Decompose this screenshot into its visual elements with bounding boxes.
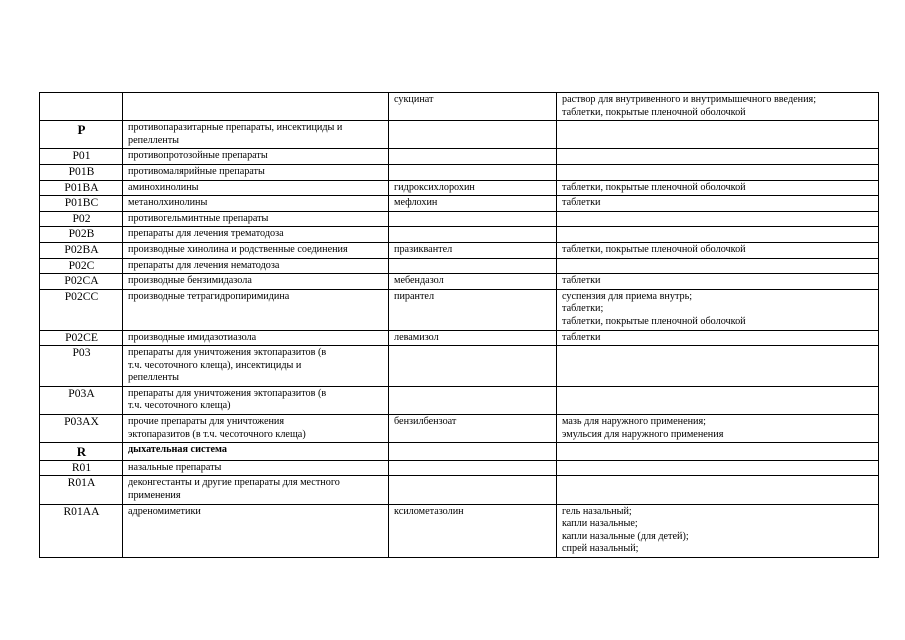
name-line: репелленты bbox=[128, 372, 180, 384]
anatomical-therapeutic-chemical-name-cell: противогельминтные препараты bbox=[123, 211, 389, 227]
atc-code-cell: P02C bbox=[40, 258, 123, 274]
atc-code-cell: P02CE bbox=[40, 330, 123, 346]
table-row bbox=[40, 180, 879, 196]
anatomical-therapeutic-chemical-name-cell: производные тетрагидропиримидина bbox=[123, 289, 389, 330]
atc-code-cell: R01A bbox=[40, 476, 123, 504]
anatomical-therapeutic-chemical-name-cell: препараты для лечения нематодоза bbox=[123, 258, 389, 274]
dosage-form-cell bbox=[557, 415, 879, 443]
anatomical-therapeutic-chemical-name-cell: метанолхинолины bbox=[123, 196, 389, 212]
dosage-form-cell bbox=[557, 211, 879, 227]
table-row bbox=[40, 121, 879, 149]
drug-name-cell: мефлохин bbox=[389, 196, 557, 212]
name-line: препараты для уничтожения эктопаразитов (в bbox=[128, 347, 327, 359]
dosage-form-line: таблетки, покрытые пленочной оболочкой bbox=[562, 106, 746, 118]
table-row bbox=[40, 443, 879, 461]
dosage-form-line: таблетки bbox=[562, 275, 601, 287]
table-row bbox=[40, 386, 879, 414]
dosage-form-cell bbox=[557, 346, 879, 387]
atc-code-cell: R bbox=[40, 443, 123, 461]
drug-name-cell: левамизол bbox=[389, 330, 557, 346]
table-row bbox=[40, 415, 879, 443]
anatomical-therapeutic-chemical-name-cell: противомалярийные препараты bbox=[123, 164, 389, 180]
atc-code-cell: P02BA bbox=[40, 242, 123, 258]
dosage-form-line: спрей назальный; bbox=[562, 543, 639, 555]
drug-name-cell: ксилометазолин bbox=[389, 504, 557, 557]
drug-name-cell bbox=[389, 443, 557, 461]
atc-code-cell: P02B bbox=[40, 227, 123, 243]
atc-code-cell bbox=[40, 93, 123, 121]
drug-name-cell bbox=[389, 227, 557, 243]
table-row bbox=[40, 196, 879, 212]
dosage-form-cell bbox=[557, 196, 879, 212]
dosage-form-cell bbox=[557, 460, 879, 476]
anatomical-therapeutic-chemical-name-cell: аминохинолины bbox=[123, 180, 389, 196]
table-row bbox=[40, 149, 879, 165]
anatomical-therapeutic-chemical-name-cell: назальные препараты bbox=[123, 460, 389, 476]
anatomical-therapeutic-chemical-name-cell bbox=[123, 415, 389, 443]
dosage-form-cell bbox=[557, 476, 879, 504]
table-row bbox=[40, 346, 879, 387]
drug-name-cell: гидроксихлорохин bbox=[389, 180, 557, 196]
atc-code-cell: P02 bbox=[40, 211, 123, 227]
atc-code-cell: R01AA bbox=[40, 504, 123, 557]
anatomical-therapeutic-chemical-name-cell bbox=[123, 346, 389, 387]
anatomical-therapeutic-chemical-name-cell: препараты для лечения трематодоза bbox=[123, 227, 389, 243]
drug-name-cell bbox=[389, 121, 557, 149]
table-row bbox=[40, 289, 879, 330]
dosage-form-line: капли назальные; bbox=[562, 518, 638, 530]
dosage-form-line: таблетки bbox=[562, 197, 601, 209]
anatomical-therapeutic-chemical-name-cell: производные имидазотиазола bbox=[123, 330, 389, 346]
anatomical-therapeutic-chemical-name-cell: противопротозойные препараты bbox=[123, 149, 389, 165]
dosage-form-cell bbox=[557, 227, 879, 243]
dosage-form-line: эмульсия для наружного применения bbox=[562, 428, 724, 440]
name-line: эктопаразитов (в т.ч. чесоточного клеща) bbox=[128, 428, 306, 440]
table-row bbox=[40, 164, 879, 180]
table-row bbox=[40, 476, 879, 504]
drug-name-cell: празиквантел bbox=[389, 242, 557, 258]
atc-code-cell: P01B bbox=[40, 164, 123, 180]
drug-name-cell: сукцинат bbox=[389, 93, 557, 121]
anatomical-therapeutic-chemical-name-cell: деконгестанты и другие препараты для местного применения bbox=[123, 476, 389, 504]
atc-code-cell: P02CA bbox=[40, 274, 123, 290]
atc-code-cell: P03A bbox=[40, 386, 123, 414]
anatomical-therapeutic-chemical-name-cell bbox=[123, 386, 389, 414]
drug-name-cell bbox=[389, 386, 557, 414]
atc-code-cell: P02CC bbox=[40, 289, 123, 330]
name-line: препараты для уничтожения эктопаразитов (в bbox=[128, 387, 327, 399]
table-row bbox=[40, 274, 879, 290]
dosage-form-line: таблетки, покрытые пленочной оболочкой bbox=[562, 315, 746, 327]
table-row bbox=[40, 258, 879, 274]
drug-name-cell: мебендазол bbox=[389, 274, 557, 290]
table-row bbox=[40, 330, 879, 346]
name-line: т.ч. чесоточного клеща), инсектициды и bbox=[128, 359, 302, 371]
drug-name-cell bbox=[389, 258, 557, 274]
drug-name-cell bbox=[389, 164, 557, 180]
dosage-form-cell bbox=[557, 443, 879, 461]
drug-list-table bbox=[39, 92, 879, 558]
dosage-form-line: мазь для наружного применения; bbox=[562, 416, 707, 428]
dosage-form-cell bbox=[557, 504, 879, 557]
atc-code-cell: R01 bbox=[40, 460, 123, 476]
table-row bbox=[40, 242, 879, 258]
dosage-form-line: таблетки, покрытые пленочной оболочкой bbox=[562, 181, 746, 193]
dosage-form-cell bbox=[557, 121, 879, 149]
anatomical-therapeutic-chemical-name-cell: адреномиметики bbox=[123, 504, 389, 557]
dosage-form-cell bbox=[557, 274, 879, 290]
drug-name-cell bbox=[389, 476, 557, 504]
atc-code-cell: P01BC bbox=[40, 196, 123, 212]
dosage-form-cell bbox=[557, 258, 879, 274]
atc-code-cell: P bbox=[40, 121, 123, 149]
dosage-form-line: суспензия для приема внутрь; bbox=[562, 290, 693, 302]
drug-name-cell: бензилбензоат bbox=[389, 415, 557, 443]
name-line: т.ч. чесоточного клеща) bbox=[128, 400, 231, 412]
drug-name-cell: пирантел bbox=[389, 289, 557, 330]
drug-name-cell bbox=[389, 211, 557, 227]
atc-code-cell: P03AX bbox=[40, 415, 123, 443]
anatomical-therapeutic-chemical-name-cell: противопаразитарные препараты, инсектициды и репелленты bbox=[123, 121, 389, 149]
drug-name-cell bbox=[389, 346, 557, 387]
dosage-form-cell bbox=[557, 180, 879, 196]
anatomical-therapeutic-chemical-name-cell: дыхательная система bbox=[123, 443, 389, 461]
dosage-form-cell bbox=[557, 386, 879, 414]
dosage-form-cell bbox=[557, 242, 879, 258]
drug-name-cell bbox=[389, 460, 557, 476]
atc-code-cell: P01BA bbox=[40, 180, 123, 196]
dosage-form-cell bbox=[557, 93, 879, 121]
table-row bbox=[40, 211, 879, 227]
dosage-form-line: раствор для внутривенного и внутримышечного введения; bbox=[562, 94, 817, 105]
anatomical-therapeutic-chemical-name-cell: производные хинолина и родственные соединения bbox=[123, 242, 389, 258]
dosage-form-cell bbox=[557, 330, 879, 346]
dosage-form-line: гель назальный; bbox=[562, 505, 632, 517]
dosage-form-cell bbox=[557, 289, 879, 330]
dosage-form-cell bbox=[557, 149, 879, 165]
dosage-form-line: таблетки bbox=[562, 331, 601, 343]
dosage-form-line: капли назальные (для детей); bbox=[562, 530, 689, 542]
table-row bbox=[40, 227, 879, 243]
dosage-form-line: таблетки, покрытые пленочной оболочкой bbox=[562, 243, 746, 255]
table-row bbox=[40, 460, 879, 476]
dosage-form-cell bbox=[557, 164, 879, 180]
drug-name-cell bbox=[389, 149, 557, 165]
atc-code-cell: P01 bbox=[40, 149, 123, 165]
name-line: прочие препараты для уничтожения bbox=[128, 416, 285, 428]
anatomical-therapeutic-chemical-name-cell: производные бензимидазола bbox=[123, 274, 389, 290]
dosage-form-line: таблетки; bbox=[562, 303, 604, 315]
table-row bbox=[40, 93, 879, 121]
table-row bbox=[40, 504, 879, 557]
atc-code-cell: P03 bbox=[40, 346, 123, 387]
anatomical-therapeutic-chemical-name-cell bbox=[123, 93, 389, 121]
